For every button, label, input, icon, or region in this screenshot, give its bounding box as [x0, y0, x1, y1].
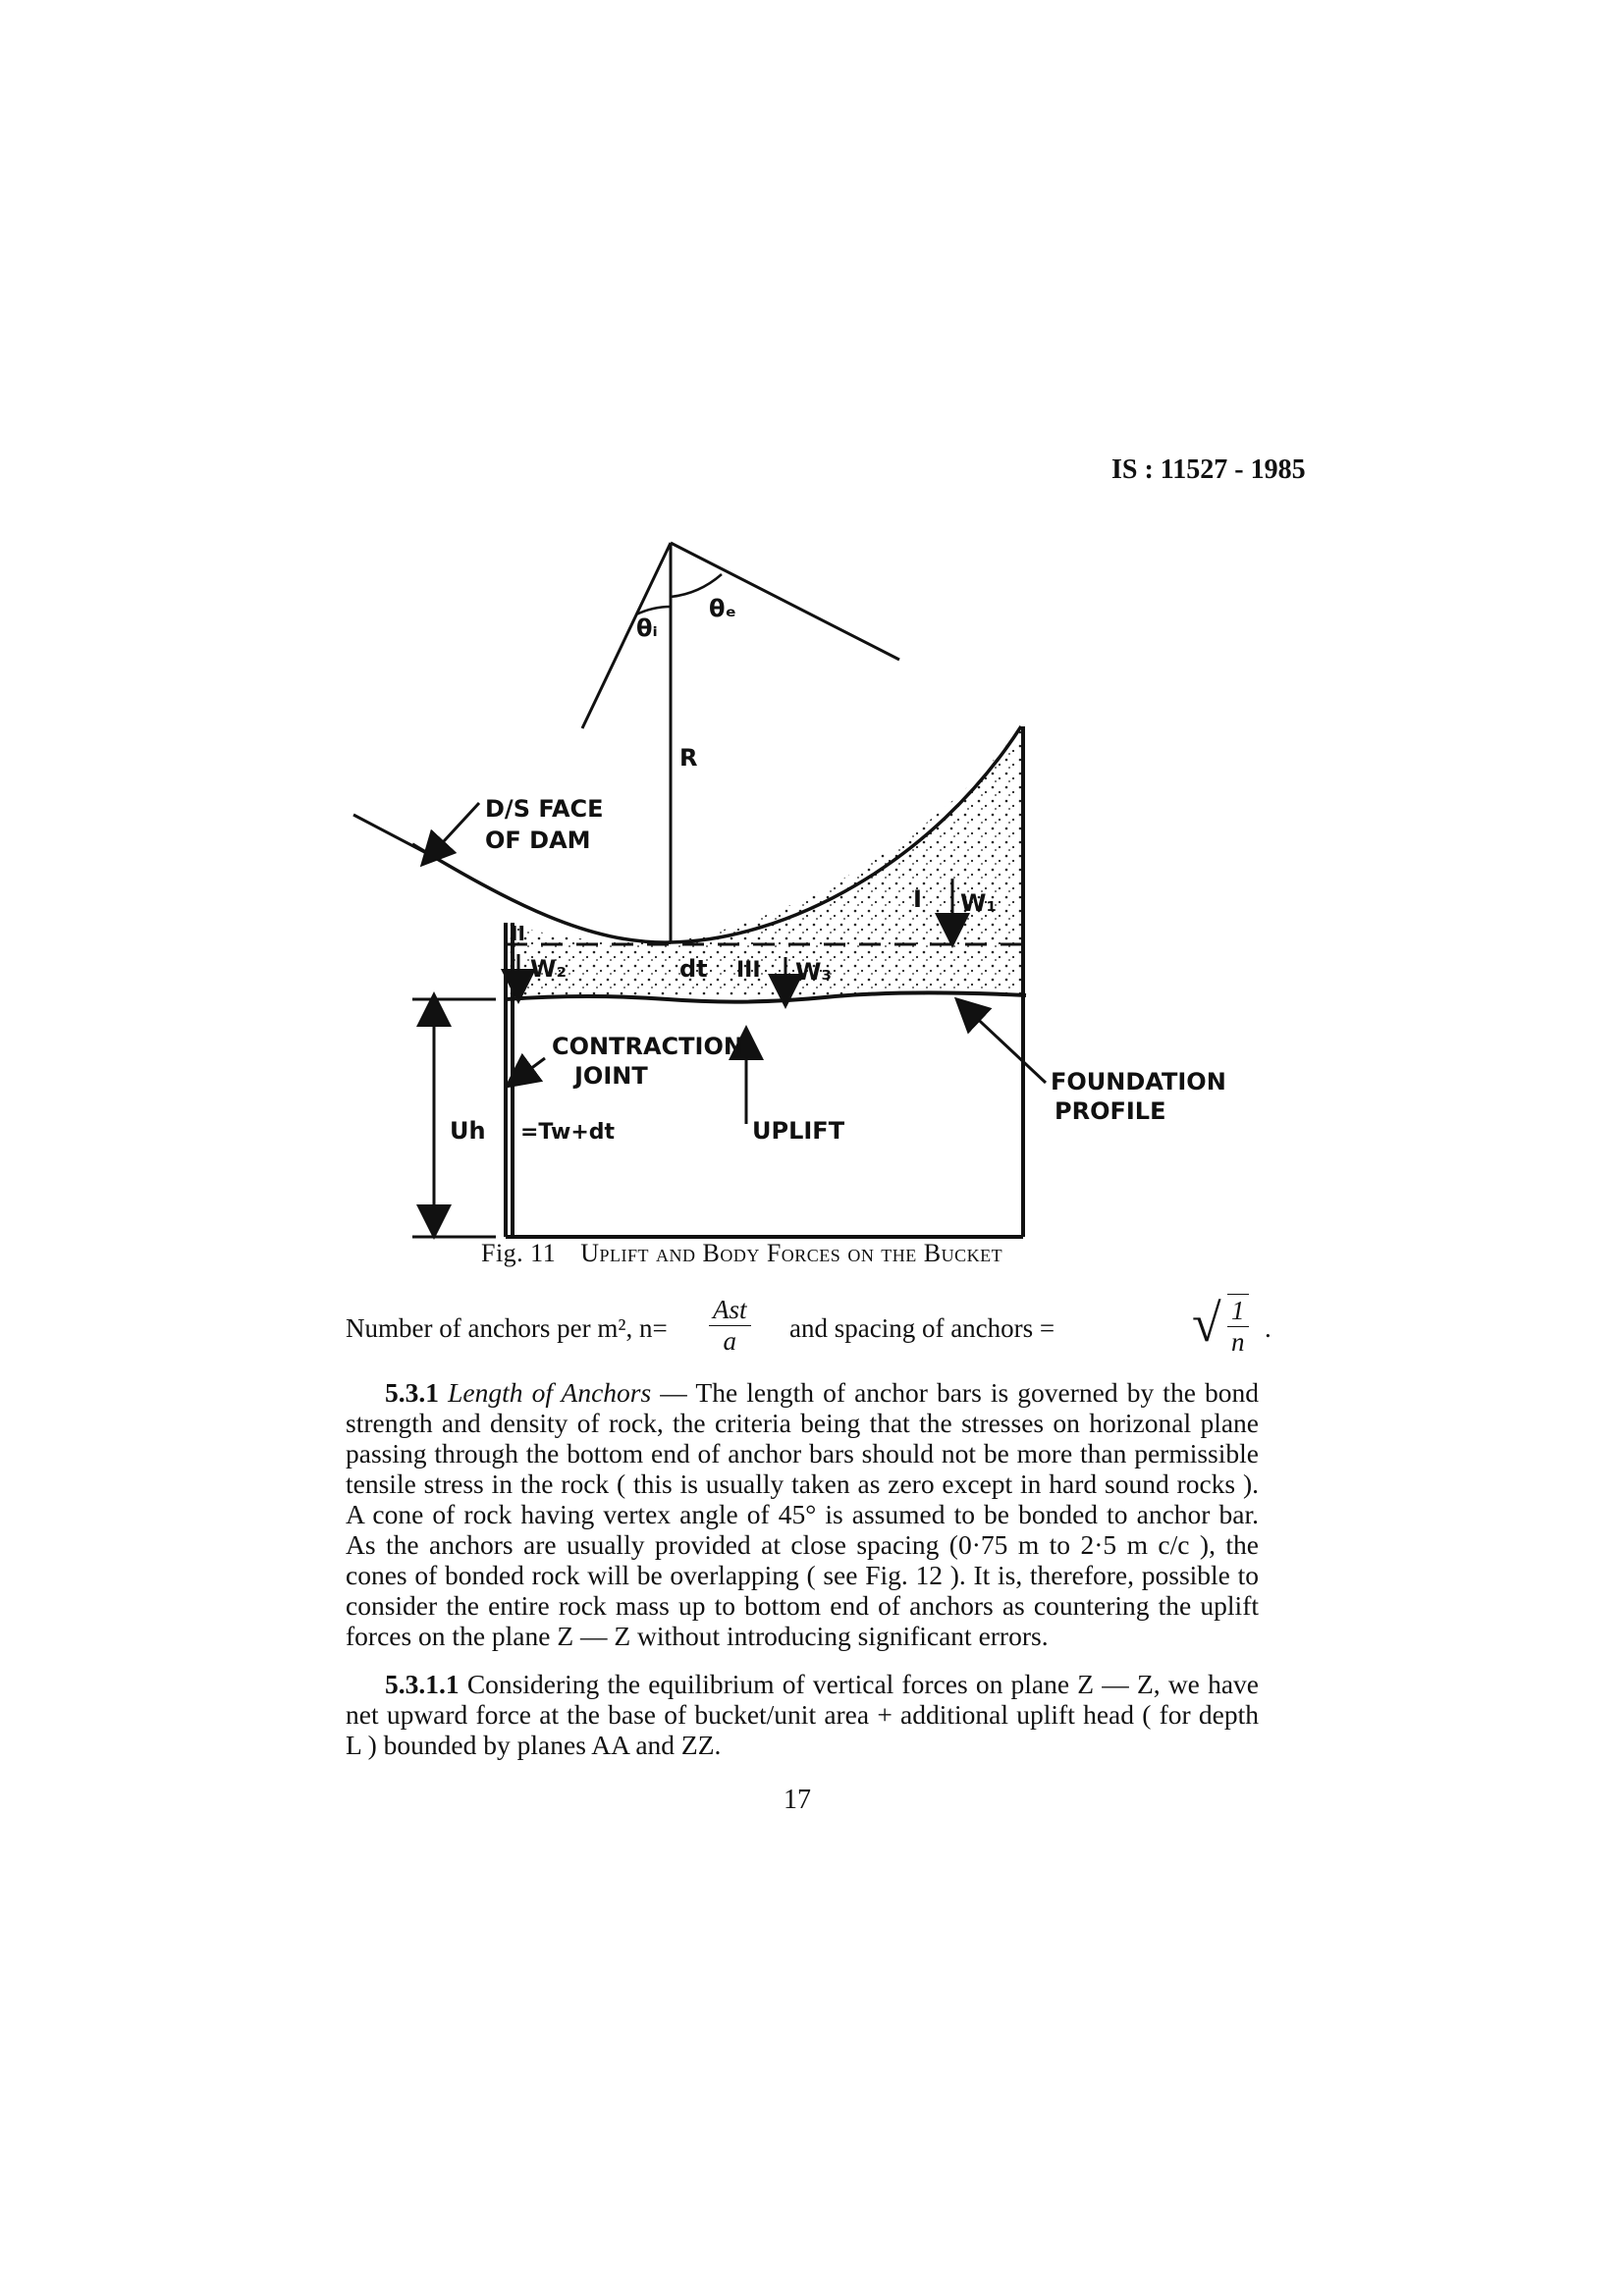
figure-title: Uplift and Body Forces on the Bucket — [580, 1239, 1003, 1267]
region-iii-label: III — [736, 958, 761, 983]
theta-i-label: θᵢ — [636, 614, 658, 642]
foundation-profile-label-line2: PROFILE — [1055, 1097, 1166, 1125]
theta-e-arc — [671, 574, 722, 597]
anchor-count-formula — [346, 1294, 1278, 1364]
w2-label: W₂ — [530, 955, 567, 983]
formula-middle-text: and spacing of anchors = — [789, 1313, 1055, 1343]
foundation-profile-label-line1: FOUNDATION — [1051, 1068, 1226, 1095]
region-i-label: I — [913, 885, 922, 913]
stippled-region-i — [506, 726, 1021, 996]
contraction-leader — [518, 1058, 545, 1078]
ds-face-label-line2: OF DAM — [485, 827, 591, 854]
section-title: Length of Anchors — [448, 1377, 652, 1408]
ds-face-line — [353, 815, 432, 856]
ds-face-label-line1: D/S FACE — [485, 795, 604, 823]
square-root-sign: √ — [1192, 1294, 1221, 1353]
section-5-3-1-paragraph — [346, 1377, 1259, 1651]
section-number: 5.3.1 — [385, 1377, 439, 1408]
subsection-body: Considering the equilibrium of vertical forces on plane Z — Z, we have net upward force at the base of bucket/unit area + additional uplift head ( for depth L ) bounded by planes AA and ZZ. — [346, 1669, 1259, 1760]
one-over-n-fraction — [1227, 1294, 1249, 1357]
subsection-number: 5.3.1.1 — [385, 1669, 460, 1699]
fraction-denominator: a — [723, 1326, 736, 1356]
root-denominator: n — [1231, 1327, 1245, 1357]
w3-label: W₃ — [795, 958, 832, 986]
figure-number: Fig. 11 — [481, 1239, 557, 1267]
contraction-joint-label-line1: CONTRACTION — [552, 1033, 743, 1060]
w1-label: W₁ — [960, 889, 997, 917]
tw-dt-label: =Tw+dt — [520, 1120, 616, 1145]
theta-i-arc — [636, 607, 671, 614]
formula-lead-text: Number of anchors per m², n= — [346, 1313, 668, 1343]
radius-label: R — [679, 744, 698, 772]
fraction-numerator: Ast — [709, 1294, 751, 1326]
page-number: 17 — [784, 1785, 811, 1815]
contraction-joint-label-line2: JOINT — [574, 1062, 648, 1090]
standard-code-header: IS : 11527 - 1985 — [1111, 454, 1306, 485]
uplift-label: UPLIFT — [752, 1117, 845, 1145]
section-body: — The length of anchor bars is governed by the bond strength and density of rock, the criteria being that the stresses on horizonal plane passing through the bottom end of anchor bars should not be more than permissible tensile stress in the rock ( this is usually taken as zero except in hard sound rocks ). A cone of rock having vertex angle of 45° is assumed to be bonded to anchor bar. As the anchors are usually provided at close spacing (0·75 m to 2·5 m c/c ), the cones of bonded rock will be overlapping ( see Fig. 12 ). It is, therefore, possible to consider the entire rock mass up to bottom end of anchors as countering the uplift forces on the plane Z — Z without introducing significant errors. — [346, 1377, 1259, 1651]
section-5-3-1-1-paragraph — [346, 1669, 1259, 1760]
ds-face-leader — [432, 803, 479, 854]
formula-end: . — [1265, 1313, 1271, 1343]
uh-label: Uh — [450, 1117, 486, 1145]
theta-e-label: θₑ — [709, 595, 736, 622]
region-ii-label: II — [511, 922, 525, 945]
root-numerator: 1 — [1227, 1295, 1249, 1327]
figure-caption — [481, 1239, 1002, 1268]
foundation-leader — [967, 1009, 1046, 1083]
ast-over-a-fraction — [709, 1294, 751, 1356]
dt-label: dt — [679, 955, 708, 983]
